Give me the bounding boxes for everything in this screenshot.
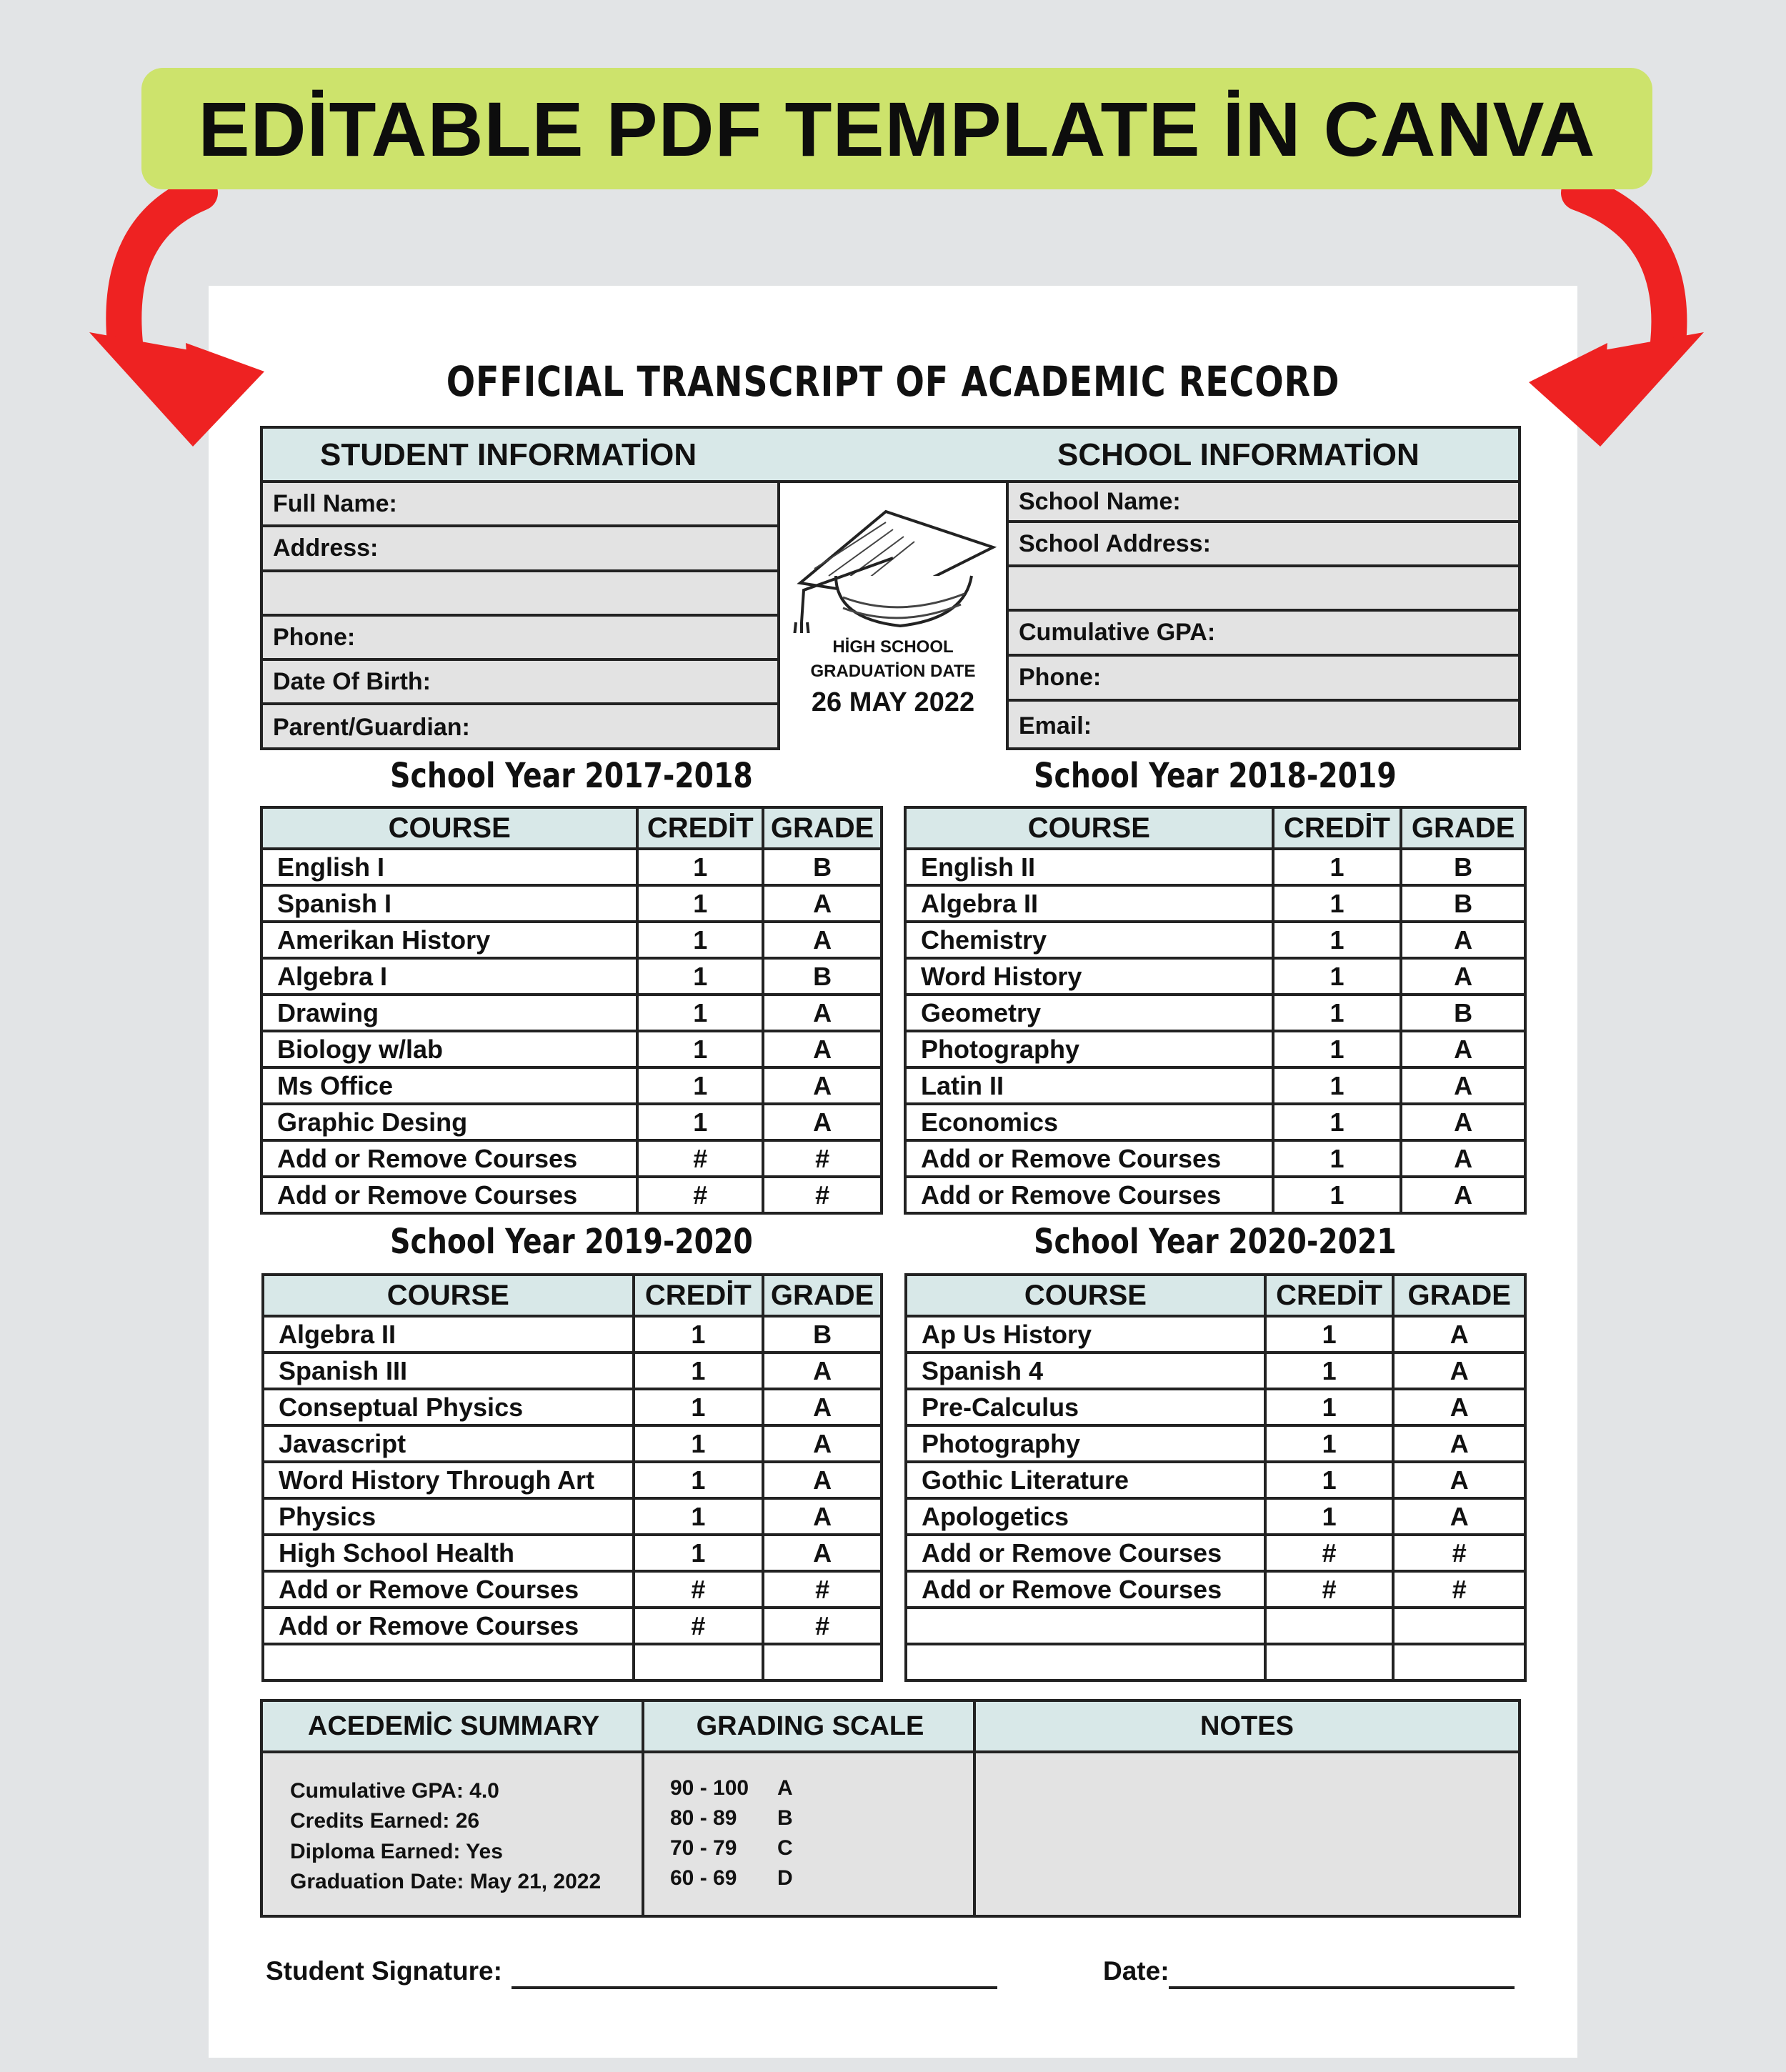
year-title-2017-2018: School Year 2017-2018 [390,756,753,796]
course-cell[interactable]: Photography [905,1031,1273,1067]
course-cell[interactable]: Add or Remove Courses [906,1571,1265,1608]
table-row [263,1644,882,1680]
school-address-line-2-field[interactable] [1009,567,1518,612]
course-cell[interactable]: Ap Us History [906,1316,1265,1353]
information-header [263,429,1518,483]
cumulative-gpa-field[interactable]: Cumulative GPA: [1009,612,1518,657]
table-row [905,995,1525,1031]
grade-cell[interactable]: # [763,1140,882,1177]
course-cell[interactable]: Geometry [905,995,1273,1031]
grade-cell[interactable] [1393,1608,1525,1644]
grade-header: GRADE [763,807,882,849]
grade-cell[interactable]: A [763,1104,882,1140]
course-cell[interactable]: Javascript [263,1425,634,1462]
credit-cell[interactable]: # [634,1571,764,1608]
graduation-label-2: GRADUATİON DATE [810,662,976,681]
course-table-2017-2018 [260,806,883,1215]
grade-cell[interactable]: # [1393,1571,1525,1608]
course-cell[interactable]: Spanish 4 [906,1353,1265,1389]
grade-cell[interactable]: B [763,958,882,995]
grade-cell[interactable]: A [1401,958,1525,995]
summary-block [260,1699,1521,1918]
summary-divider [642,1702,644,1915]
grade-cell[interactable]: A [1401,1177,1525,1213]
course-cell[interactable]: Add or Remove Courses [261,1140,637,1177]
course-cell[interactable]: Add or Remove Courses [905,1140,1273,1177]
credit-cell[interactable]: 1 [634,1462,764,1498]
course-table-2019-2020 [261,1273,883,1682]
grade-cell[interactable]: A [763,1425,882,1462]
grade-cell[interactable]: A [1393,1316,1525,1353]
credit-cell[interactable] [1265,1608,1394,1644]
credit-cell[interactable]: 1 [634,1353,764,1389]
scale-letter: C [777,1836,793,1860]
grade-cell[interactable]: A [1401,922,1525,958]
table-row [906,1353,1525,1389]
course-cell[interactable]: Word History [905,958,1273,995]
table-row [905,849,1525,885]
table-row [263,1462,882,1498]
grade-cell[interactable]: A [763,1462,882,1498]
credit-cell[interactable]: # [1265,1535,1394,1571]
table-row [261,1104,882,1140]
year-title-2018-2019: School Year 2018-2019 [1034,756,1397,796]
course-cell[interactable]: Add or Remove Courses [906,1535,1265,1571]
credit-cell[interactable]: 1 [1273,1067,1402,1104]
grade-cell[interactable]: # [1393,1535,1525,1571]
grading-scale-heading: GRADING SCALE [644,1702,976,1753]
document-title: OFFICIAL TRANSCRIPT OF ACADEMIC RECORD [446,357,1340,406]
table-header-row [261,807,882,849]
grade-cell[interactable]: A [1393,1425,1525,1462]
date-of-birth-field[interactable]: Date Of Birth: [263,661,777,705]
grade-cell[interactable]: A [763,1498,882,1535]
summary-diploma: Diploma Earned: Yes [290,1840,503,1863]
credit-cell[interactable]: 1 [1265,1353,1394,1389]
grade-cell[interactable]: A [763,1031,882,1067]
course-cell[interactable]: English II [905,849,1273,885]
scale-range: 70 - 79 [670,1836,737,1860]
grade-cell[interactable]: B [763,1316,882,1353]
credit-cell[interactable]: 1 [634,1425,764,1462]
graduation-cap-icon [786,497,1000,633]
scale-range: 90 - 100 [670,1776,749,1800]
summary-credits: Credits Earned: 26 [290,1809,480,1833]
table-header-row [263,1275,882,1316]
course-cell[interactable] [906,1644,1265,1680]
course-cell[interactable]: Apologetics [906,1498,1265,1535]
course-cell[interactable]: Graphic Desing [261,1104,637,1140]
scale-range: 60 - 69 [670,1866,737,1890]
course-cell[interactable]: Conseptual Physics [263,1389,634,1425]
date-line[interactable] [1169,1986,1515,1989]
grade-header: GRADE [763,1275,882,1316]
grade-cell[interactable] [763,1644,882,1680]
course-cell[interactable]: Algebra II [905,885,1273,922]
course-cell[interactable]: Add or Remove Courses [905,1177,1273,1213]
grade-cell[interactable]: A [763,1353,882,1389]
table-row [906,1316,1525,1353]
credit-cell[interactable]: 1 [637,922,763,958]
banner [141,68,1652,189]
school-phone-field[interactable]: Phone: [1009,657,1518,702]
course-header: COURSE [261,807,637,849]
credit-cell[interactable]: 1 [637,849,763,885]
credit-cell[interactable]: 1 [1273,995,1402,1031]
credit-cell[interactable]: 1 [637,995,763,1031]
grade-cell[interactable]: A [1393,1462,1525,1498]
table-row [261,1177,882,1213]
table-row [905,1177,1525,1213]
table-row [263,1498,882,1535]
graduation-date: 26 MAY 2022 [811,687,975,717]
table-row [905,1140,1525,1177]
credit-cell[interactable]: 1 [1273,849,1402,885]
table-row [905,922,1525,958]
credit-cell[interactable]: # [637,1140,763,1177]
table-row [906,1571,1525,1608]
student-signature-label: Student Signature: [266,1956,502,1986]
course-cell[interactable]: Word History Through Art [263,1462,634,1498]
table-row [261,922,882,958]
course-header: COURSE [263,1275,634,1316]
course-header: COURSE [905,807,1273,849]
course-cell[interactable]: Drawing [261,995,637,1031]
credit-cell[interactable]: 1 [1273,922,1402,958]
grade-cell[interactable]: A [1393,1353,1525,1389]
email-field[interactable]: Email: [1019,712,1092,739]
course-cell[interactable]: Biology w/lab [261,1031,637,1067]
table-row [905,1104,1525,1140]
address-line-2-field[interactable] [263,572,777,617]
table-row [905,1031,1525,1067]
course-cell[interactable]: Spanish III [263,1353,634,1389]
full-name-field[interactable]: Full Name: [263,483,777,527]
table-row [906,1535,1525,1571]
scale-letter: A [777,1776,793,1800]
course-cell[interactable]: Photography [906,1425,1265,1462]
notes-area[interactable] [976,1753,1518,1915]
course-cell[interactable] [263,1644,634,1680]
table-row [906,1644,1525,1680]
table-row [261,849,882,885]
credit-header: CREDİT [1273,807,1402,849]
scale-letter: D [777,1866,793,1890]
table-row [263,1425,882,1462]
left-arrow-icon [86,179,286,457]
credit-cell[interactable]: 1 [1273,1140,1402,1177]
course-cell[interactable]: Economics [905,1104,1273,1140]
information-block [260,426,1521,750]
credit-cell[interactable]: 1 [1265,1425,1394,1462]
grade-cell[interactable] [1393,1644,1525,1680]
table-row [906,1608,1525,1644]
credit-cell[interactable]: 1 [1273,1104,1402,1140]
course-cell[interactable] [906,1608,1265,1644]
credit-cell[interactable]: 1 [1265,1498,1394,1535]
table-row [906,1425,1525,1462]
grade-header: GRADE [1401,807,1525,849]
credit-cell[interactable]: 1 [1265,1462,1394,1498]
grade-cell[interactable]: A [763,1535,882,1571]
credit-cell[interactable]: 1 [637,1104,763,1140]
summary-gpa: Cumulative GPA: 4.0 [290,1779,499,1803]
table-row [263,1316,882,1353]
credit-cell[interactable]: 1 [1273,1031,1402,1067]
course-cell[interactable]: Algebra I [261,958,637,995]
course-cell[interactable]: Add or Remove Courses [261,1177,637,1213]
grade-cell[interactable]: # [763,1177,882,1213]
course-cell[interactable]: Pre-Calculus [906,1389,1265,1425]
course-cell[interactable]: Add or Remove Courses [263,1608,634,1644]
credit-cell[interactable]: 1 [637,958,763,995]
credit-cell[interactable]: 1 [637,1067,763,1104]
table-header-row [905,807,1525,849]
scale-letter: B [777,1806,793,1830]
credit-cell[interactable]: # [637,1177,763,1213]
course-cell[interactable]: English I [261,849,637,885]
academic-summary-heading: ACEDEMİC SUMMARY [263,1702,644,1753]
credit-cell[interactable]: 1 [634,1389,764,1425]
credit-cell[interactable]: # [1265,1571,1394,1608]
table-row [261,958,882,995]
grade-cell[interactable]: A [1401,1067,1525,1104]
credit-cell[interactable]: 1 [637,1031,763,1067]
table-row [906,1498,1525,1535]
grade-cell[interactable]: # [763,1608,882,1644]
table-row [906,1389,1525,1425]
table-row [263,1571,882,1608]
notes-heading: NOTES [976,1702,1518,1753]
course-header: COURSE [906,1275,1265,1316]
grade-cell[interactable]: A [1393,1498,1525,1535]
grade-cell[interactable]: A [1401,1104,1525,1140]
table-row [906,1462,1525,1498]
student-info-heading: STUDENT INFORMATİON [320,437,697,472]
grade-header: GRADE [1393,1275,1525,1316]
right-arrow-icon [1522,179,1729,457]
graduation-label-1: HİGH SCHOOL [832,637,954,657]
credit-cell[interactable]: 1 [1265,1389,1394,1425]
course-cell[interactable]: Gothic Literature [906,1462,1265,1498]
grade-cell[interactable]: B [1401,995,1525,1031]
grade-cell[interactable]: # [763,1571,882,1608]
course-cell[interactable]: Chemistry [905,922,1273,958]
school-info-heading: SCHOOL INFORMATİON [1057,437,1420,472]
course-cell[interactable]: Algebra II [263,1316,634,1353]
table-row [905,1067,1525,1104]
credit-cell[interactable]: 1 [1273,1177,1402,1213]
credit-header: CREDİT [637,807,763,849]
table-row [261,995,882,1031]
grade-cell[interactable]: B [1401,849,1525,885]
table-row [261,1140,882,1177]
table-row [905,885,1525,922]
year-title-2020-2021: School Year 2020-2021 [1034,1222,1397,1262]
table-row [261,1031,882,1067]
credit-cell[interactable] [634,1644,764,1680]
credit-cell[interactable]: 1 [1273,958,1402,995]
date-label: Date: [1103,1956,1169,1986]
course-cell[interactable]: High School Health [263,1535,634,1571]
course-cell[interactable]: Amerikan History [261,922,637,958]
table-header-row [906,1275,1525,1316]
grade-cell[interactable]: A [1401,1031,1525,1067]
table-row [263,1535,882,1571]
grade-cell[interactable]: B [1401,885,1525,922]
course-table-2018-2019 [904,806,1527,1215]
school-name-field[interactable]: School Name: [1009,483,1518,523]
parent-guardian-field[interactable]: Parent/Guardian: [273,714,470,741]
course-cell[interactable]: Latin II [905,1067,1273,1104]
address-field[interactable]: Address: [263,527,777,572]
credit-cell[interactable]: 1 [634,1498,764,1535]
credit-cell[interactable]: 1 [634,1316,764,1353]
course-cell[interactable]: Physics [263,1498,634,1535]
student-signature-line[interactable] [512,1986,997,1989]
credit-cell[interactable]: 1 [1273,885,1402,922]
scale-range: 80 - 89 [670,1806,737,1830]
table-row [261,1067,882,1104]
course-table-2020-2021 [904,1273,1527,1682]
phone-field[interactable]: Phone: [263,617,777,661]
grade-cell[interactable]: A [763,885,882,922]
table-row [261,885,882,922]
credit-cell[interactable]: # [634,1608,764,1644]
course-cell[interactable]: Add or Remove Courses [263,1571,634,1608]
credit-header: CREDİT [1265,1275,1394,1316]
grade-cell[interactable]: A [763,995,882,1031]
grade-cell[interactable]: B [763,849,882,885]
course-cell[interactable]: Spanish I [261,885,637,922]
table-row [905,958,1525,995]
school-address-field[interactable]: School Address: [1009,523,1518,567]
year-title-2019-2020: School Year 2019-2020 [390,1222,753,1262]
credit-cell[interactable]: 1 [1265,1316,1394,1353]
grade-cell[interactable]: A [1393,1389,1525,1425]
summary-graduation-date: Graduation Date: May 21, 2022 [290,1870,602,1893]
grade-cell[interactable]: A [1401,1140,1525,1177]
grade-cell[interactable]: A [763,922,882,958]
graduation-date-panel [777,483,1009,750]
grade-cell[interactable]: A [763,1389,882,1425]
grade-cell[interactable]: A [763,1067,882,1104]
table-row [263,1353,882,1389]
credit-cell[interactable]: 1 [634,1535,764,1571]
table-row [263,1389,882,1425]
credit-cell[interactable] [1265,1644,1394,1680]
table-row [263,1608,882,1644]
credit-header: CREDİT [634,1275,764,1316]
banner-text: EDİTABLE PDF TEMPLATE İN CANVA [198,85,1596,172]
credit-cell[interactable]: 1 [637,885,763,922]
course-cell[interactable]: Ms Office [261,1067,637,1104]
